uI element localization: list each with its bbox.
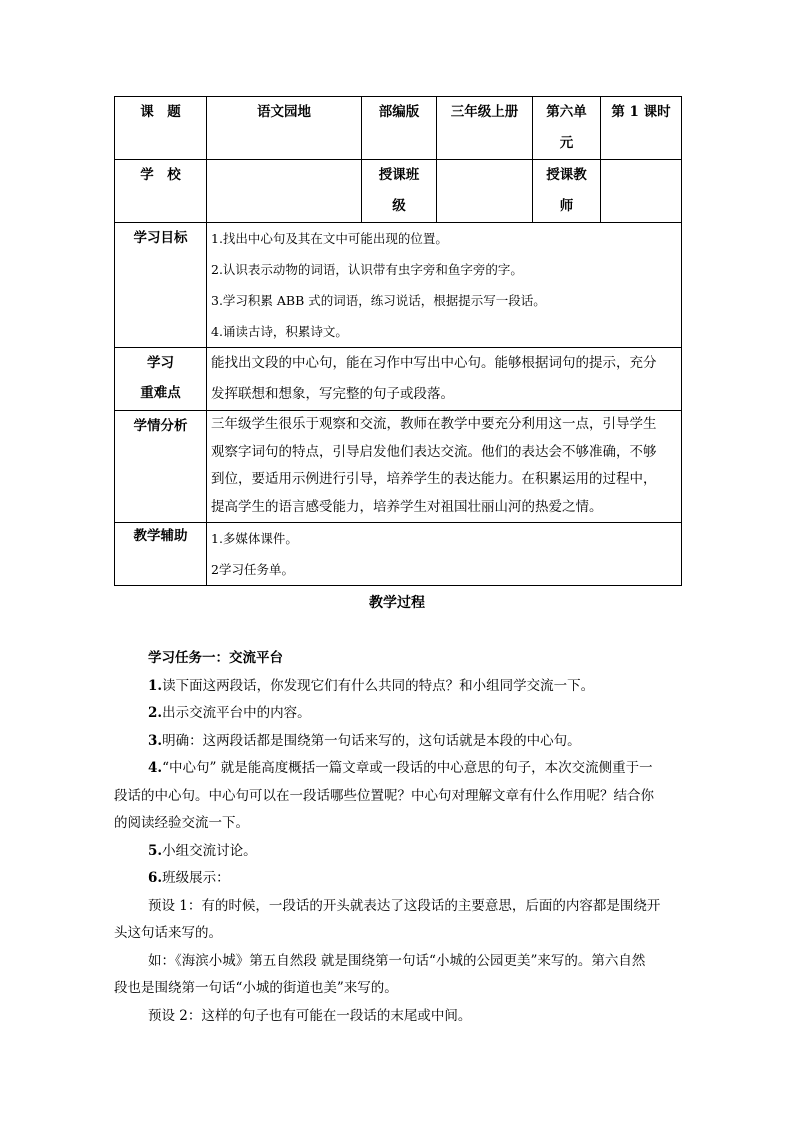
analysis-content bbox=[207, 411, 682, 523]
step-text: 班级展示： bbox=[162, 870, 230, 886]
step-text: 出示交流平台中的内容。 bbox=[162, 705, 311, 721]
topic-value: 语文园地 bbox=[207, 97, 362, 160]
teacher-value bbox=[601, 160, 682, 223]
unit-line-1: 第六单 bbox=[546, 104, 587, 120]
step-4-continued: 的阅读经验交流一下。 bbox=[114, 815, 249, 831]
analysis-label: 学情分析 bbox=[115, 411, 207, 523]
aids-content bbox=[207, 523, 682, 586]
edition-value: 部编版 bbox=[362, 97, 437, 160]
aids-label: 教学辅助 bbox=[115, 523, 207, 586]
teacher-label-line-1: 授课教 bbox=[546, 167, 587, 183]
class-label-line-1: 授课班 bbox=[378, 167, 420, 183]
school-value bbox=[207, 160, 362, 223]
table-row bbox=[115, 523, 682, 586]
unit-value bbox=[533, 97, 601, 160]
key-points-content bbox=[207, 348, 682, 411]
aid-item: 2学习任务单。 bbox=[211, 562, 294, 577]
goal-item: 4.诵读古诗，积累诗文。 bbox=[211, 324, 348, 339]
key-points-label bbox=[115, 348, 207, 411]
analysis-line: 到位，要适用示例进行引导，培养学生的表达能力。在积累运用的过程中， bbox=[211, 471, 657, 487]
example-continued: 段也是围绕第一句话“小城的街道也美”来写的。 bbox=[114, 980, 398, 996]
goal-item: 2.认识表示动物的词语，认识带有虫字旁和鱼字旁的字。 bbox=[211, 262, 523, 277]
goal-item: 1.找出中心句及其在文中可能出现的位置。 bbox=[211, 231, 448, 246]
step-number: 2. bbox=[148, 705, 163, 721]
table-row bbox=[115, 348, 682, 411]
preset-text: 这样的句子也有可能在一段话的末尾或中间。 bbox=[201, 1007, 472, 1024]
step-number: 3. bbox=[148, 732, 163, 749]
step-4 bbox=[114, 755, 684, 783]
key-points-line: 能找出文段的中心句，能在习作中写出中心句。能够根据词句的提示，充分 bbox=[211, 355, 657, 371]
step-1 bbox=[114, 673, 684, 701]
lesson-value: 第 1 课时 bbox=[601, 97, 682, 160]
key-points-label-line-1: 学习 bbox=[147, 355, 174, 371]
teacher-label bbox=[533, 160, 601, 223]
step-2 bbox=[114, 700, 684, 728]
table-row bbox=[115, 411, 682, 523]
example: 如：《海滨小城》第五自然段 就是围绕第一句话“小城的公园更美”来写的。第六自然 bbox=[148, 952, 646, 969]
class-label-line-2: 级 bbox=[392, 198, 406, 214]
class-value bbox=[437, 160, 533, 223]
goals-content bbox=[207, 223, 682, 348]
analysis-line: 三年级学生很乐于观察和交流，教师在教学中要充分利用这一点，引导学生 bbox=[211, 416, 657, 432]
preset-2 bbox=[114, 1003, 684, 1031]
step-text: 小组交流讨论。 bbox=[162, 842, 257, 859]
step-number: 5. bbox=[148, 842, 163, 859]
step-6 bbox=[114, 865, 684, 893]
key-points-label-line-2: 重难点 bbox=[140, 385, 181, 401]
topic-label: 课 题 bbox=[115, 97, 207, 160]
class-label bbox=[362, 160, 437, 223]
preset-1 bbox=[114, 893, 684, 921]
step-5 bbox=[114, 838, 684, 866]
process-heading: 教学过程 bbox=[369, 595, 425, 611]
aid-item: 1.多媒体课件。 bbox=[211, 531, 298, 546]
goal-item: 3.学习积累 ABB 式的词语，练习说话，根据提示写一段话。 bbox=[211, 293, 546, 308]
grade-value: 三年级上册 bbox=[437, 97, 533, 160]
analysis-line: 提高学生的语言感受能力，培养学生对祖国壮丽山河的热爱之情。 bbox=[211, 498, 603, 515]
preset-label: 预设 2： bbox=[148, 1007, 202, 1024]
preset-label: 预设 1： bbox=[148, 897, 202, 914]
analysis-line: 观察字词句的特点，引导启发他们表达交流。他们的表达会不够准确，不够 bbox=[211, 443, 657, 460]
step-4-continued: 段话的中心句。中心句可以在一段话哪些位置呢？中心句对理解文章有什么作用呢？结合你 bbox=[114, 787, 654, 804]
unit-line-2: 元 bbox=[559, 135, 574, 151]
step-text: “中心句” 就是能高度概括一篇文章或一段话的中心意思的句子，本次交流侧重于一 bbox=[162, 760, 653, 776]
preset-1-continued: 头这句话来写的。 bbox=[114, 925, 222, 941]
preset-text: 有的时候，一段话的开头就表达了这段话的主要意思，后面的内容都是围绕开 bbox=[201, 897, 661, 914]
table-row bbox=[115, 223, 682, 348]
step-text: 明确：这两段话都是围绕第一句话来写的，这句话就是本段的中心句。 bbox=[162, 732, 581, 749]
table-row bbox=[115, 97, 682, 160]
task-title: 学习任务一：交流平台 bbox=[148, 650, 283, 666]
process-body bbox=[114, 645, 684, 1030]
step-number: 6. bbox=[148, 870, 163, 886]
step-number: 1. bbox=[148, 677, 163, 694]
table-row bbox=[115, 160, 682, 223]
step-text: 读下面这两段话，你发现它们有什么共同的特点？和小组同学交流一下。 bbox=[162, 677, 595, 694]
goals-label: 学习目标 bbox=[115, 223, 207, 348]
step-number: 4. bbox=[148, 760, 163, 776]
key-points-line: 发挥联想和想象，写完整的句子或段落。 bbox=[211, 386, 454, 402]
school-label: 学 校 bbox=[115, 160, 207, 223]
lesson-info-table bbox=[114, 96, 682, 586]
teacher-label-line-2: 师 bbox=[559, 198, 574, 214]
step-3 bbox=[114, 728, 684, 756]
